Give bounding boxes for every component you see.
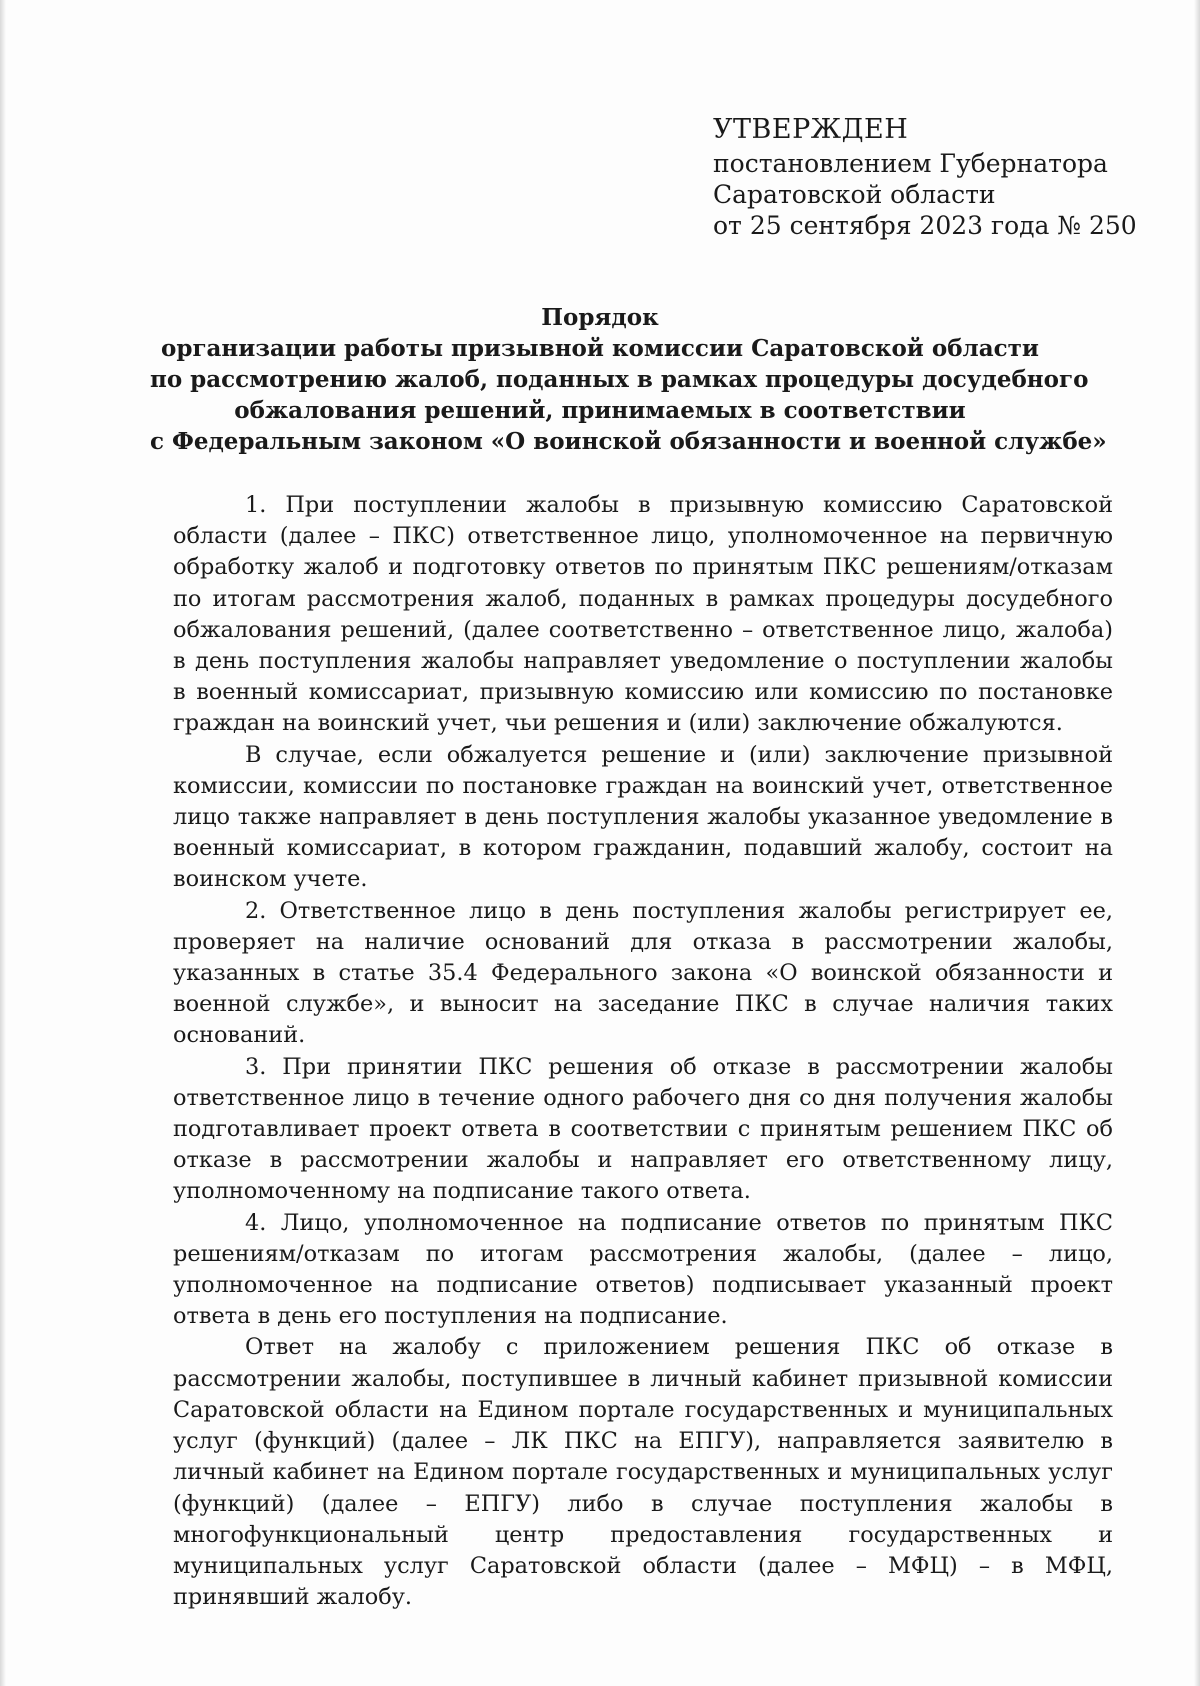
approval-line-date: от 25 сентября 2023 года № 250	[713, 211, 1137, 240]
title-line-4: обжалования решений, принимаемых в соответствии	[234, 397, 966, 424]
title-line-3: по рассмотрению жалоб, поданных в рамках процедуры досудебного	[150, 366, 1089, 393]
paragraph-2: В случае, если обжалуется решение и (или) заключение призывной комиссии, комиссии по постановке граждан на воинский учет, ответственное лицо также направляет в день поступления жалобы указанное уведомление в военный комиссариат, в котором гражданин, подавший жалобу, состоит на воинском учете.	[173, 741, 1113, 893]
scan-edge-left	[0, 0, 6, 1686]
paragraph-5: 4. Лицо, уполномоченное на подписание ответов по принятым ПКС решениям/отказам по итогам рассмотрения жалобы, (далее – лицо, уполномоченное на подписание ответов) подписывает указанный проект ответа в день его поступления на подписание.	[173, 1209, 1113, 1330]
document-body	[173, 490, 1113, 1613]
approval-line-region: Саратовской области	[713, 180, 996, 209]
title-line-5: с Федеральным законом «О воинской обязанности и военной службе»	[150, 428, 1107, 455]
paragraph-4: 3. При принятии ПКС решения об отказе в рассмотрении жалобы ответственное лицо в течение одного рабочего дня со дня получения жалобы подготавливает проект ответа в соответствии с принятым решением ПКС об отказе в рассмотрении жалобы и направляет его ответственному лицу, уполномоченному на подписание такого ответа.	[173, 1053, 1113, 1205]
paragraph-6: Ответ на жалобу с приложением решения ПКС об отказе в рассмотрении жалобы, поступившее в личный кабинет призывной комиссии Саратовской области на Едином портале государственных и муниципальных услуг (функций) (далее – ЛК ПКС на ЕПГУ), направляется заявителю в личный кабинет на Едином портале государственных и муниципальных услуг (функций) (далее – ЕПГУ) либо в случае поступления жалобы в многофункциональный центр предоставления государственных и муниципальных услуг Саратовской области (далее – МФЦ) – в МФЦ, принявший жалобу.	[173, 1334, 1113, 1611]
title-line-1: Порядок	[541, 304, 659, 331]
title-line-2: организации работы призывной комиссии Саратовской области	[161, 335, 1039, 362]
approval-block	[713, 112, 1173, 241]
scan-edge-right	[1194, 0, 1200, 1686]
approval-heading: УТВЕРЖДЕН	[713, 114, 909, 145]
paragraph-1: 1. При поступлении жалобы в призывную комиссию Саратовской области (далее – ПКС) ответственное лицо, уполномоченное на первичную обработку жалоб и подготовку ответов по принятым ПКС решениям/отказам по итогам рассмотрения жалоб, поданных в рамках процедуры досудебного обжалования решений, (далее соответственно – ответственное лицо, жалоба) в день поступления жалобы направляет уведомление о поступлении жалобы в военный комиссариат, призывную комиссию или комиссию по постановке граждан на воинский учет, чьи решения и (или) заключение обжалуются.	[173, 492, 1113, 737]
paragraph-3: 2. Ответственное лицо в день поступления жалобы регистрирует ее, проверяет на наличие оснований для отказа в рассмотрении жалобы, указанных в статье 35.4 Федерального закона «О воинской обязанности и военной службе», и выносит на заседание ПКС в случае наличия таких оснований.	[173, 897, 1113, 1049]
document-title	[150, 302, 1107, 457]
approval-line-decree: постановлением Губернатора	[713, 149, 1108, 178]
